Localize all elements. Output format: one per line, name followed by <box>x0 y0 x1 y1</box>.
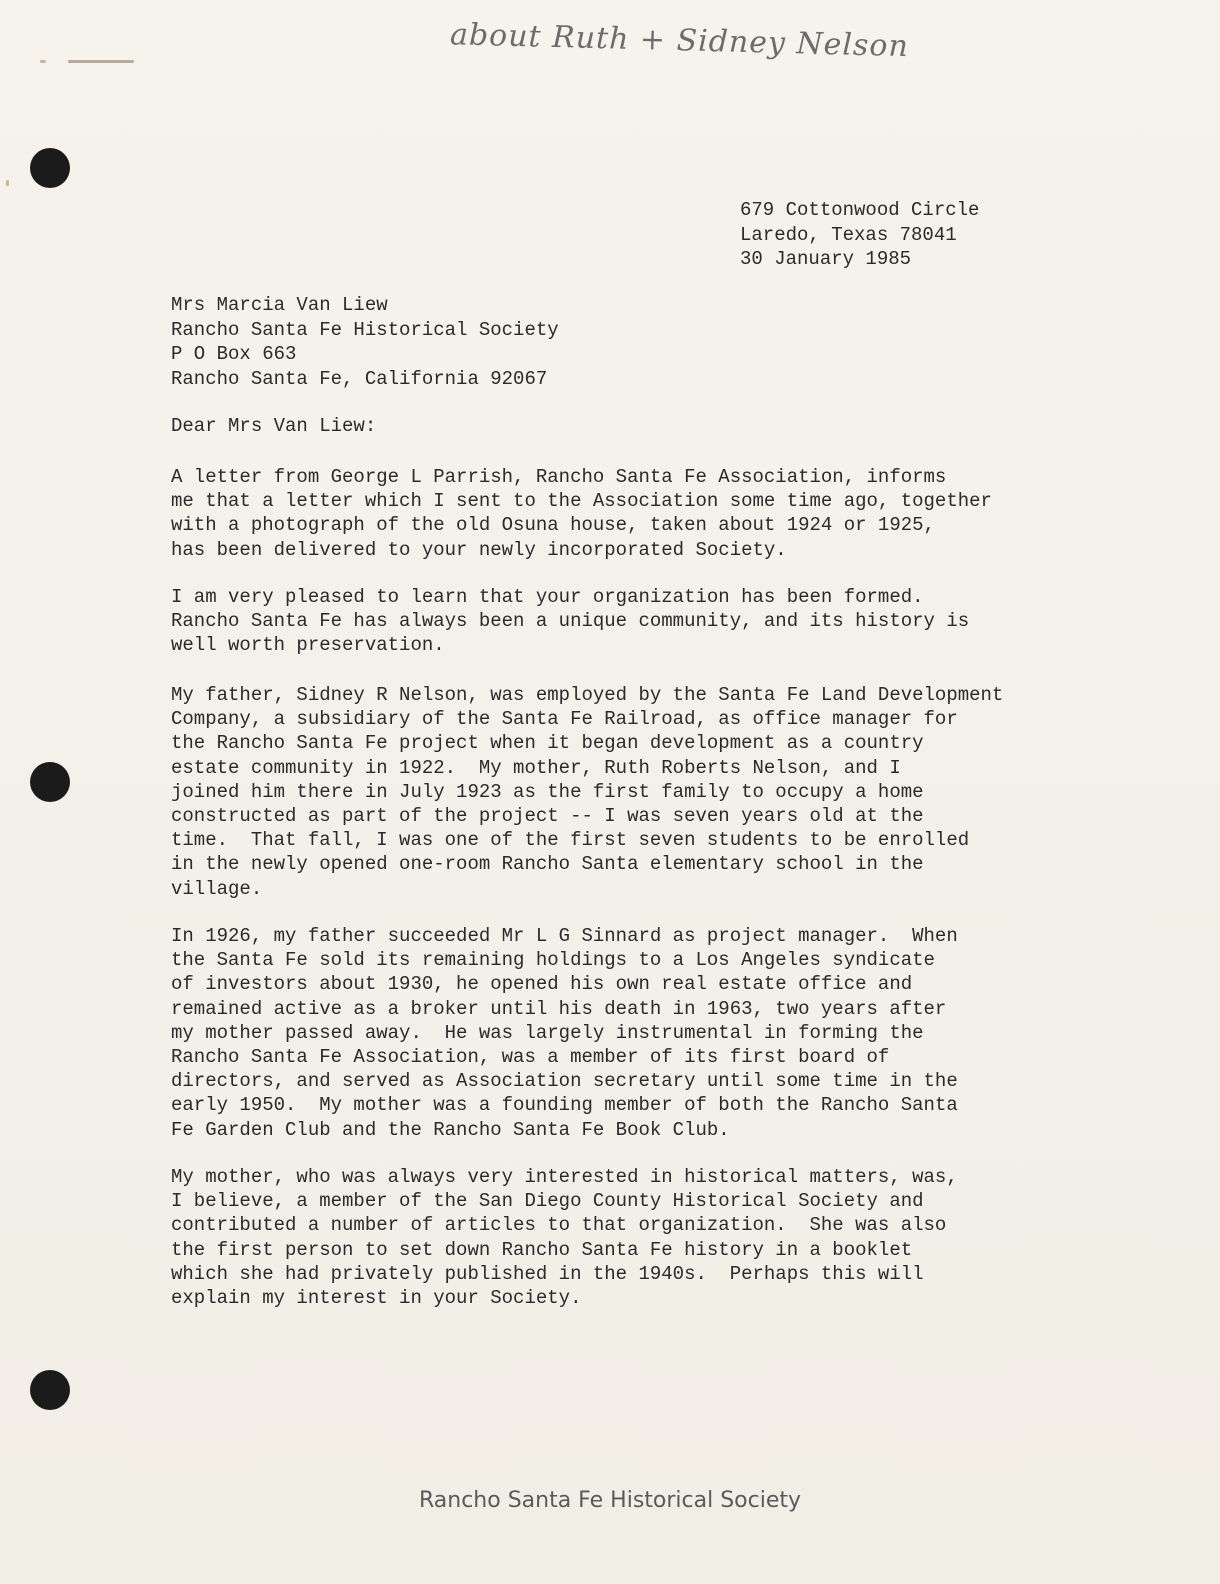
recipient-organization: Rancho Santa Fe Historical Society <box>171 318 559 341</box>
return-city-state-zip: Laredo, Texas 78041 <box>740 223 957 246</box>
punch-hole-bottom <box>30 1370 70 1410</box>
return-address <box>740 198 979 272</box>
footer-watermark: Rancho Santa Fe Historical Society <box>418 1488 802 1513</box>
paper-speck <box>40 60 46 63</box>
body-paragraph-4: In 1926, my father succeeded Mr L G Sinnard as project manager. When the Santa Fe sold its remaining holdings to a Los Angeles syndicate of investors about 1930, he opened his own real estate office and remained active as a broker until his death in 1963, two years after my mother passed away. He was largely instrumental in forming the Rancho Santa Fe Association, was a member of its first board of directors, and served as Association secretary until some time in the early 1950. My mother was a founding member of both the Rancho Santa Fe Garden Club and the Rancho Santa Fe Book Club. <box>171 925 958 1141</box>
recipient-address <box>171 293 559 391</box>
recipient-name: Mrs Marcia Van Liew <box>171 294 388 316</box>
paper-mark <box>68 60 134 63</box>
letter-date: 30 January 1985 <box>740 248 912 270</box>
body-paragraph-1: A letter from George L Parrish, Rancho Santa Fe Association, informs me that a letter which I sent to the Association some time ago, together with a photograph of the old Osuna house, taken about 1924 or 1925, has been delivered to your newly incorporated Society. <box>171 466 992 561</box>
body-paragraph-3: My father, Sidney R Nelson, was employed by the Santa Fe Land Development Company, a subsidiary of the Santa Fe Railroad, as office manager for the Rancho Santa Fe project when it began development as a country estate community in 1922. My mother, Ruth Roberts Nelson, and I joined him there in July 1923 as the first family to occupy a home constructed as part of the project -- I was seven years old at the time. That fall, I was one of the first seven students to be enrolled in the newly opened one-room Rancho Santa elementary school in the village. <box>171 684 1004 900</box>
punch-hole-top <box>30 148 70 188</box>
return-street: 679 Cottonwood Circle <box>740 199 980 221</box>
handwritten-note: about Ruth + Sidney Nelson <box>449 17 910 65</box>
paper-speck <box>6 180 9 186</box>
body-paragraph-2: I am very pleased to learn that your organization has been formed. Rancho Santa Fe has always been a unique community, and its history is well worth preservation. <box>171 586 970 657</box>
punch-hole-middle <box>30 762 70 802</box>
recipient-po-box: P O Box 663 <box>171 343 297 365</box>
recipient-city-state-zip: Rancho Santa Fe, California 92067 <box>171 367 548 390</box>
salutation: Dear Mrs Van Liew: <box>171 415 377 437</box>
body-paragraph-5: My mother, who was always very interested in historical matters, was, I believe, a member of the San Diego County Historical Society and contributed a number of articles to that organization. She was also the first person to set down Rancho Santa Fe history in a booklet which she had privately published in the 1940s. Perhaps this will explain my interest in your Society. <box>171 1166 958 1310</box>
